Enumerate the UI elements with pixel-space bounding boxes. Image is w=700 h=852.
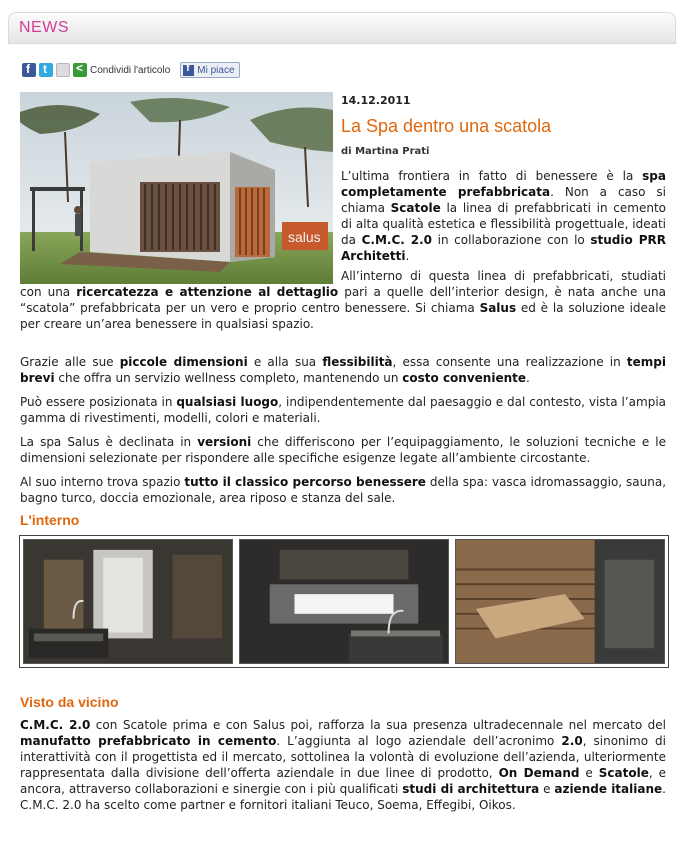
twitter-icon[interactable] [39,63,53,77]
section-title-interno: L'interno [20,512,80,528]
share-toolbar [22,62,240,78]
facebook-icon[interactable] [22,63,36,77]
news-header-bar [8,12,676,44]
facebook-like-button[interactable] [180,62,239,78]
paragraph-versions: La spa Salus è declinata in versioni che differiscono per l’equipaggiamento, le soluzioni tecniche e le dimensioni selezionate per rispondere alle specifiche esigenze legate all’ambiente circostante. [20,435,666,465]
article-title: La Spa dentro una scatola [341,116,552,136]
paragraph-placement: Può essere posizionata in qualsiasi luogo, indipendentemente dal paesaggio e dal contesto, vista l’ampia gamma di rivestimenti, modelli, colori e materiali. [20,395,667,425]
news-title: NEWS [19,19,69,36]
paragraph-salus: All’interno di questa linea di prefabbricati, studiati con una ricercatezza e attenzione al dettaglio pari a quelle dell’interior design, è nata anche una “scatola” prefabbricata per un vero e proprio centro benessere. Si chiama Salus ed è la soluzione ideale per creare un’area benessere in qualsiasi spazio. [20,269,666,331]
article-byline: di Martina Prati [341,146,430,157]
hero-image-spa-cube [20,92,333,284]
share-icon[interactable] [73,63,87,77]
share-article-link[interactable]: Condividi l'articolo [90,64,171,76]
salus-sign: salus [288,229,321,245]
like-label: Mi piace [197,64,235,76]
facebook-small-icon [183,65,194,76]
interior-gallery [19,535,669,668]
gallery-image-shower[interactable] [23,539,233,664]
paragraph-intro: L’ultima frontiera in fatto di benessere è la spa completamente prefabbricata. Non a caso si chiama Scatole la linea di prefabbricati in cemento di alta qualità estetica e flessibilità progettuale, ideati da C.M.C. 2.0 in collaborazione con lo studio PRR Architetti. [341,169,667,263]
paragraph-dimensions: Grazie alle sue piccole dimensioni e alla sua flessibilità, essa consente una realizzazione in tempi brevi che offra un servizio wellness completo, mantenendo un costo conveniente. [20,355,666,385]
email-icon[interactable] [56,63,70,77]
paragraph-company: C.M.C. 2.0 con Scatole prima e con Salus poi, rafforza la sua presenza ultradecennale nel mercato del manufatto prefabbricato in cemento. L’aggiunta al logo aziendale dell’acronimo 2.0, sinonimo di interattività con il progettista ed il mercato, sottolinea la volontà di evoluzione dell’azienda, ulteriormente rappresentata dalla divisione dell’offerta aziendale in due linee di prodotto, On Demand e Scatole, e ancora, attraverso collaborazioni e sinergie con i più qualificati studi di architettura e aziende italiane. C.M.C. 2.0 ha scelto come partner e fornitori italiani Teuco, Soema, Effegibi, Oikos. [20,718,667,812]
gallery-image-tub[interactable] [239,539,449,664]
paragraph-features: Al suo interno trova spazio tutto il classico percorso benessere della spa: vasca idromassaggio, sauna, bagno turco, doccia emozionale, area riposo e stanza del sale. [20,475,667,505]
gallery-image-sauna[interactable] [455,539,665,664]
article-date: 14.12.2011 [341,94,411,107]
section-title-visto-da-vicino: Visto da vicino [20,694,119,710]
